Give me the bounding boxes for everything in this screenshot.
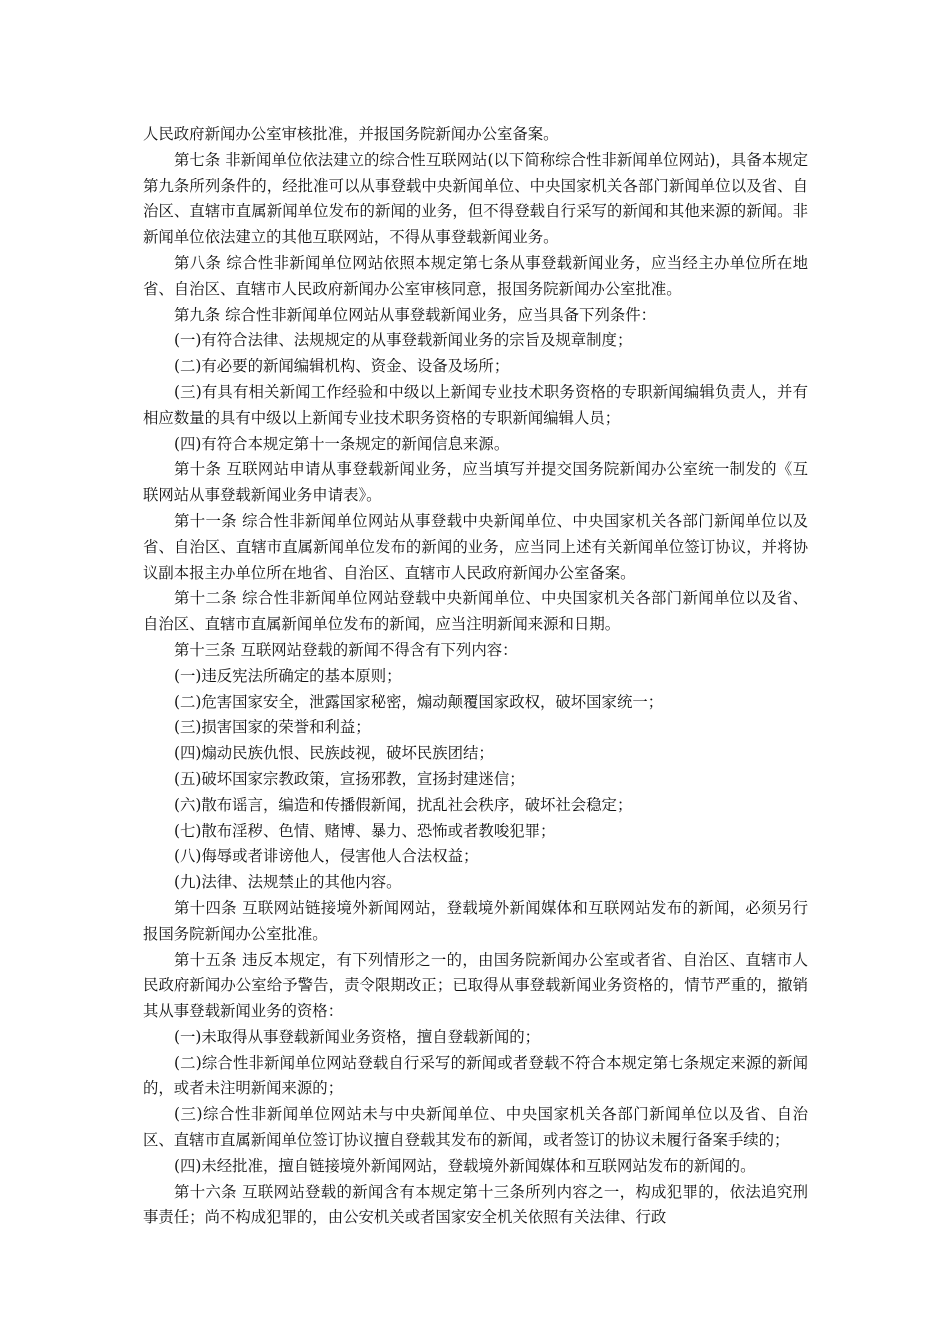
article-14: 第十四条 互联网站链接境外新闻网站，登载境外新闻媒体和互联网站发布的新闻，必须另行报国务院新闻办公室批准。 <box>143 898 808 943</box>
article-8: 第八条 综合性非新闻单位网站依照本规定第七条从事登载新闻业务，应当经主办单位所在地省、自治区、直辖市人民政府新闻办公室审核同意，报国务院新闻办公室批准。 <box>143 253 808 298</box>
list-item: (四)煽动民族仇恨、民族歧视，破坏民族团结； <box>174 744 494 763</box>
article-9: 第九条 综合性非新闻单位网站从事登载新闻业务，应当具备下列条件： <box>174 305 657 324</box>
article-15: 第十五条 违反本规定，有下列情形之一的，由国务院新闻办公室或者省、自治区、直辖市人民政府新闻办公室给予警告，责令限期改正；已取得从事登载新闻业务资格的，情节严重的，撤销其从事登载新闻业务的资格： <box>143 950 808 1021</box>
article-16: 第十六条 互联网站登载的新闻含有本规定第十三条所列内容之一，构成犯罪的，依法追究刑事责任；尚不构成犯罪的，由公安机关或者国家安全机关依照有关法律、行政 <box>143 1182 808 1227</box>
document-body <box>143 122 808 1231</box>
list-item: (六)散布谣言，编造和传播假新闻，扰乱社会秩序，破坏社会稳定； <box>174 795 633 814</box>
list-item: (二)危害国家安全，泄露国家秘密，煽动颠覆国家政权，破坏国家统一； <box>174 692 664 711</box>
list-item: (四)未经批准，擅自链接境外新闻网站，登载境外新闻媒体和互联网站发布的新闻的。 <box>174 1156 756 1175</box>
list-item: (五)破坏国家宗教政策，宣扬邪教，宣扬封建迷信； <box>174 769 525 788</box>
list-item: (一)有符合法律、法规规定的从事登载新闻业务的宗旨及规章制度； <box>174 331 633 350</box>
list-item: (三)损害国家的荣誉和利益； <box>174 718 371 737</box>
paragraph: 人民政府新闻办公室审核批准，并报国务院新闻办公室备案。 <box>143 125 559 143</box>
list-item: (四)有符合本规定第十一条规定的新闻信息来源。 <box>174 434 510 453</box>
list-item: (二)有必要的新闻编辑机构、资金、设备及场所； <box>174 357 510 376</box>
article-13: 第十三条 互联网站登载的新闻不得含有下列内容： <box>174 640 518 659</box>
article-12: 第十二条 综合性非新闻单位网站登载中央新闻单位、中央国家机关各部门新闻单位以及省、自治区、直辖市直属新闻单位发布的新闻，应当注明新闻来源和日期。 <box>143 589 808 634</box>
list-item: (九)法律、法规禁止的其他内容。 <box>174 873 402 892</box>
list-item: (七)散布淫秽、色情、赌博、暴力、恐怖或者教唆犯罪； <box>174 821 556 840</box>
list-item: (一)违反宪法所确定的基本原则； <box>174 666 402 685</box>
list-item: (八)侮辱或者诽谤他人，侵害他人合法权益； <box>174 847 479 866</box>
list-item: (二)综合性非新闻单位网站登载自行采写的新闻或者登载不符合本规定第七条规定来源的新闻的，或者未注明新闻来源的； <box>143 1053 808 1098</box>
article-11: 第十一条 综合性非新闻单位网站从事登载中央新闻单位、中央国家机关各部门新闻单位以及省、自治区、直辖市直属新闻单位发布的新闻的业务，应当同上述有关新闻单位签订协议，并将协议副本报主办单位所在地省、自治区、直辖市人民政府新闻办公室备案。 <box>143 511 808 582</box>
article-10: 第十条 互联网站申请从事登载新闻业务，应当填写并提交国务院新闻办公室统一制发的《互联网站从事登载新闻业务申请表》。 <box>143 460 808 505</box>
list-item: (一)未取得从事登载新闻业务资格，擅自登载新闻的； <box>174 1027 540 1046</box>
list-item: (三)综合性非新闻单位网站未与中央新闻单位、中央国家机关各部门新闻单位以及省、自治区、直辖市直属新闻单位签订协议擅自登载其发布的新闻，或者签订的协议未履行备案手续的； <box>143 1105 808 1150</box>
article-7: 第七条 非新闻单位依法建立的综合性互联网站(以下简称综合性非新闻单位网站)，具备本规定第九条所列条件的，经批准可以从事登载中央新闻单位、中央国家机关各部门新闻单位以及省、自治区、直辖市直属新闻单位发布的新闻的业务，但不得登载自行采写的新闻和其他来源的新闻。非新闻单位依法建立的其他互联网站，不得从事登载新闻业务。 <box>143 150 808 247</box>
list-item: (三)有具有相关新闻工作经验和中级以上新闻专业技术职务资格的专职新闻编辑负责人，并有相应数量的具有中级以上新闻专业技术职务资格的专职新闻编辑人员； <box>143 382 808 427</box>
